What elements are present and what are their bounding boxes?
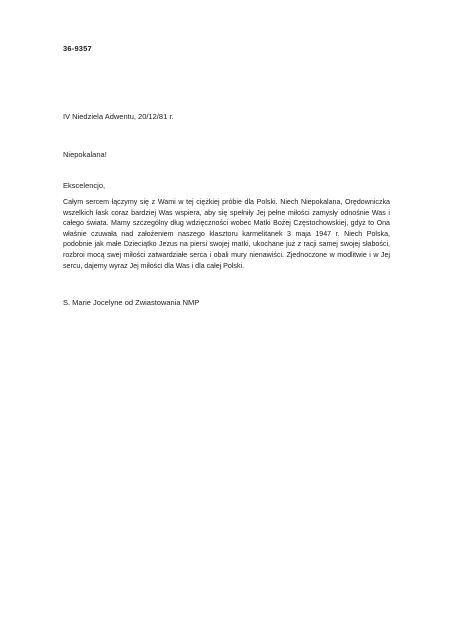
document-reference-number: 36-9357 — [63, 44, 92, 53]
salutation-niepokalana: Niepokalana! — [63, 150, 107, 159]
date-line: IV Niedziela Adwentu, 20/12/81 r. — [63, 112, 174, 121]
letter-body-paragraph: Całym sercem łączymy się z Wami w tej ciężkiej próbie dla Polski. Niech Niepokalana, Orędowniczka wszelkich łask coraz bardziej Was wspiera, aby się spełniły Jej pełne miłości zamysły odnośnie Was i całego świata. Mamy szczególny dług wdzięczności wobec Matki Bożej Częstochowskiej, gdyż to Ona właśnie czuwała nad założeniem naszego klasztoru karmelitanek 3 maja 1947 r. Niech Polska, podobnie jak małe Dzieciątko Jezus na piersi swojej matki, ukochane już z racji samej swojej słabości, rozbroi mocą swej miłości zatwardziałe serca i obali mury nienawiści. Zjednoczone w modlitwie i w Jej sercu, dajemy wyraz Jej miłości dla Was i dla całej Polski. — [63, 198, 390, 270]
salutation-ekscelencjo: Ekscelencjo, — [63, 181, 106, 190]
signature-line: S. Marie Jocelyne od Zwiastowania NMP — [63, 298, 200, 307]
